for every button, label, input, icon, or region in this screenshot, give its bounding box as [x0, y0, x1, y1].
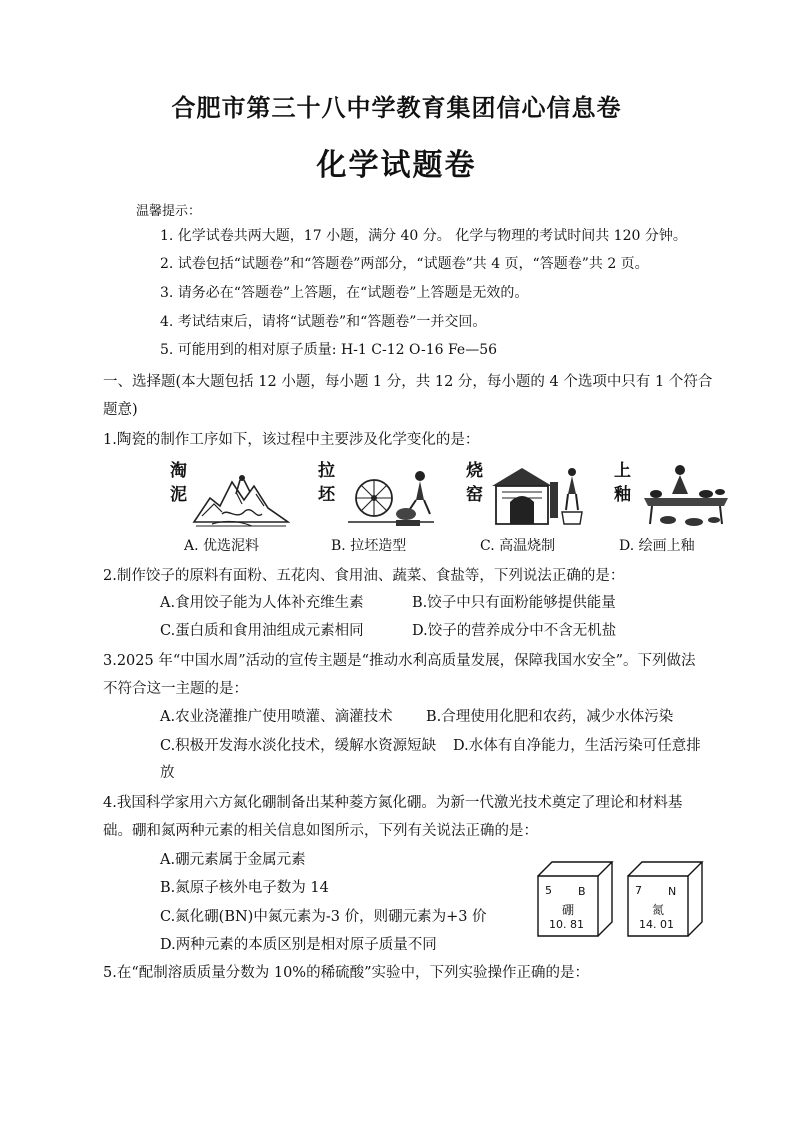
image-b-char-2: 坯: [318, 485, 335, 505]
kiln-illustration: [488, 462, 586, 530]
q2-option-d: D.饺子的营养成分中不含无机盐: [412, 623, 617, 639]
question-3-stem-cont: 不符合这一主题的是：: [103, 681, 248, 697]
q1-caption-c: C. 高温烧制: [480, 538, 556, 554]
q1-image-d: [614, 462, 734, 532]
question-3-stem: 3.2025 年“中国水周”活动的宣传主题是“推动水利高质量发展，保障我国水安全”。下列做法: [103, 653, 696, 669]
tip-item-5: 5. 可能用到的相对原子质量: H-1 C-12 O-16 Fe—56: [160, 342, 498, 358]
element-card-boron: [536, 858, 616, 938]
boron-atomic-mass: 10. 81: [549, 918, 584, 931]
pottery-wheel-illustration: [342, 464, 438, 530]
question-1-stem: 1.陶瓷的制作工序如下，该过程中主要涉及化学变化的是：: [103, 432, 480, 448]
nitrogen-name: 氮: [652, 903, 665, 917]
question-4-stem-cont: 础。硼和氮两种元素的相关信息如图所示，下列有关说法正确的是：: [103, 823, 538, 839]
q2-option-b: B.饺子中只有面粉能够提供能量: [412, 595, 616, 611]
q3-option-d-cont: 放: [160, 765, 175, 781]
q4-option-c: C.氮化硼(BN)中氮元素为-3 价，则硼元素为+3 价: [160, 909, 487, 925]
q1-image-b: [318, 462, 438, 532]
q3-option-b: B.合理使用化肥和农药，减少水体污染: [426, 709, 674, 725]
q1-image-a: [170, 462, 290, 532]
q4-option-a: A.硼元素属于金属元素: [160, 852, 306, 868]
q3-option-c: C.积极开发海水淡化技术，缓解水资源短缺: [160, 738, 437, 754]
subject-title: 化学试题卷: [316, 148, 477, 183]
image-c-char-2: 窑: [466, 485, 483, 505]
boron-name: 硼: [562, 903, 575, 917]
boron-atomic-number: 5: [545, 884, 552, 897]
q1-image-c: [466, 462, 586, 532]
section-heading: 一、选择题(本大题包括 12 小题，每小题 1 分，共 12 分，每小题的 4 个选项中只有 1 个符合: [103, 374, 713, 390]
nitrogen-atomic-mass: 14. 01: [639, 918, 674, 931]
q3-option-d: D.水体有自净能力，生活污染可任意排: [453, 738, 701, 754]
tip-item-3: 3. 请务必在“答题卷”上答题，在“试题卷”上答题是无效的。: [160, 285, 529, 301]
glazing-illustration: [638, 462, 734, 530]
image-b-char-1: 拉: [318, 461, 335, 481]
image-d-char-1: 上: [614, 461, 631, 481]
boron-symbol: B: [578, 885, 586, 898]
section-heading-cont: 题意): [103, 402, 138, 418]
tips-heading: 温馨提示：: [136, 204, 202, 219]
q3-option-a: A.农业浇灌推广使用喷灌、滴灌技术: [160, 709, 393, 725]
mountain-clay-illustration: [192, 464, 290, 530]
tip-item-1: 1. 化学试卷共两大题，17 小题，满分 40 分。 化学与物理的考试时间共 120 分钟。: [160, 228, 687, 244]
q4-option-d: D.两种元素的本质区别是相对原子质量不同: [160, 937, 437, 953]
tip-item-2: 2. 试卷包括“试题卷”和“答题卷”两部分，“试题卷”共 4 页，“答题卷”共 2 页。: [160, 256, 649, 272]
image-d-char-2: 釉: [614, 485, 631, 505]
nitrogen-symbol: N: [668, 885, 677, 898]
image-a-char-2: 泥: [170, 485, 187, 505]
q1-caption-d: D. 绘画上釉: [619, 538, 695, 554]
image-c-char-1: 烧: [466, 461, 483, 481]
question-5-stem: 5.在“配制溶质质量分数为 10%的稀硫酸”实验中，下列实验操作正确的是：: [103, 965, 589, 981]
q2-option-c: C.蛋白质和食用油组成元素相同: [160, 623, 364, 639]
element-card-nitrogen: [626, 858, 706, 938]
image-a-char-1: 淘: [170, 461, 187, 481]
q1-caption-a: A. 优选泥料: [184, 538, 260, 554]
q1-caption-b: B. 拉坯造型: [331, 538, 407, 554]
question-4-stem: 4.我国科学家用六方氮化硼制备出某种菱方氮化硼。为新一代激光技术奠定了理论和材料基: [103, 795, 683, 811]
nitrogen-atomic-number: 7: [635, 884, 642, 897]
school-title: 合肥市第三十八中学教育集团信心信息卷: [171, 93, 622, 122]
q2-option-a: A.食用饺子能为人体补充维生素: [160, 595, 364, 611]
question-2-stem: 2.制作饺子的原料有面粉、五花肉、食用油、蔬菜、食盐等，下列说法正确的是：: [103, 568, 625, 584]
tip-item-4: 4. 考试结束后，请将“试题卷”和“答题卷”一并交回。: [160, 314, 487, 330]
q4-option-b: B.氮原子核外电子数为 14: [160, 880, 329, 896]
